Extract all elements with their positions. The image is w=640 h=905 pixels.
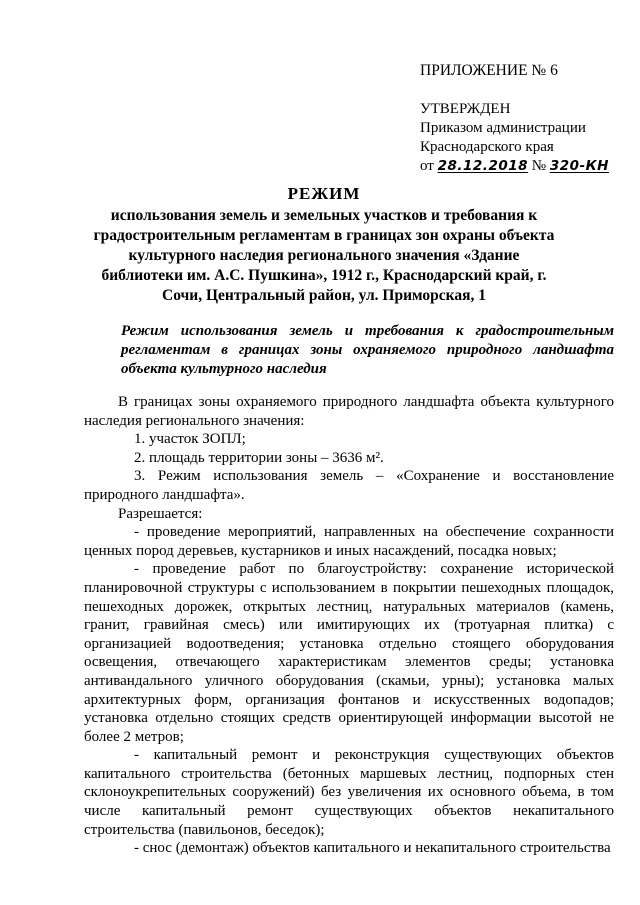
scan-mark: [603, 4, 609, 10]
bullet-item: - снос (демонтаж) объектов капитального и некапитального строительства: [134, 840, 611, 857]
title-subtitle: использования земель и земельных участков и требования к градостроительным регламентам в границах зон охраны объекта культурного наследия регионального значения «Здание библиотеки им. А.С. Пушкина», 1912 г., Краснодарский край, г. Сочи, Центральный район, ул. Приморская, 1: [93, 207, 555, 304]
bullet-item: - проведение работ по благоустройству: сохранение исторической планировочной структуры с использованием в покрытии пешеходных площадок, пешеходных дорожек, открытых лестниц, натуральных материалов (камень, гранит, гравийная смесь) или имитирующих их (тротуарная плитка) с организацией водоотведения; установка отдельно стоящего оборудования освещения, отвечающего характеристикам элементов среды; установка антивандального уличного оборудования (скамьи, урны); установка малых архитектурных форм, организация фонтанов и искусственных водопадов; установка отдельно стоящих средств ориентирующей информации высотой не более 2 метров;: [84, 561, 614, 745]
section-heading: [121, 322, 614, 379]
document-title: [88, 184, 560, 306]
section-heading-line-2: регламентам в границах зоны охраняемого природного ландшафта: [121, 342, 614, 358]
bullet-item: - проведение мероприятий, направленных на обеспечение сохранности ценных пород деревьев, кустарников и иных насаждений, посадка новых;: [84, 524, 614, 559]
list-item-3: 3. Режим использования земель – «Сохранение и восстановление природного ландшафта».: [84, 468, 614, 503]
section-heading-line-3: объекта культурного наследия: [121, 361, 327, 377]
handwritten-number: 320-КН: [549, 158, 609, 174]
order-date-line: [420, 157, 635, 176]
approved-label: УТВЕРЖДЕН: [420, 101, 511, 117]
title-main: РЕЖИМ: [287, 184, 361, 203]
bullet-item: - капитальный ремонт и реконструкция существующих объектов капитального строительства (бетонных маршевых лестниц, подпорных стен склоноукрепительных сооружений) без увеличения их основного объема, в том числе капитальный ремонт существующих объектов некапитального строительства (павильонов, беседок);: [84, 747, 614, 838]
approval-block: [420, 61, 635, 176]
order-line-2: Краснодарского края: [420, 139, 554, 155]
allowed-label: Разрешается:: [118, 505, 203, 522]
number-prefix: №: [531, 158, 547, 174]
date-prefix: от: [420, 158, 434, 174]
appendix-number: ПРИЛОЖЕНИЕ № 6: [420, 62, 558, 79]
intro-paragraph: В границах зоны охраняемого природного ландшафта объекта культурного наследия регионального значения:: [84, 394, 614, 429]
list-item-2: 2. площадь территории зоны – 3636 м².: [134, 449, 384, 466]
document-body: [84, 393, 614, 858]
order-line-1: Приказом администрации: [420, 120, 586, 136]
section-heading-line-1: Режим использования земель и требования к градостроительным: [121, 323, 614, 339]
list-item-1: 1. участок ЗОПЛ;: [134, 431, 246, 448]
handwritten-date: 28.12.2018: [437, 158, 529, 174]
